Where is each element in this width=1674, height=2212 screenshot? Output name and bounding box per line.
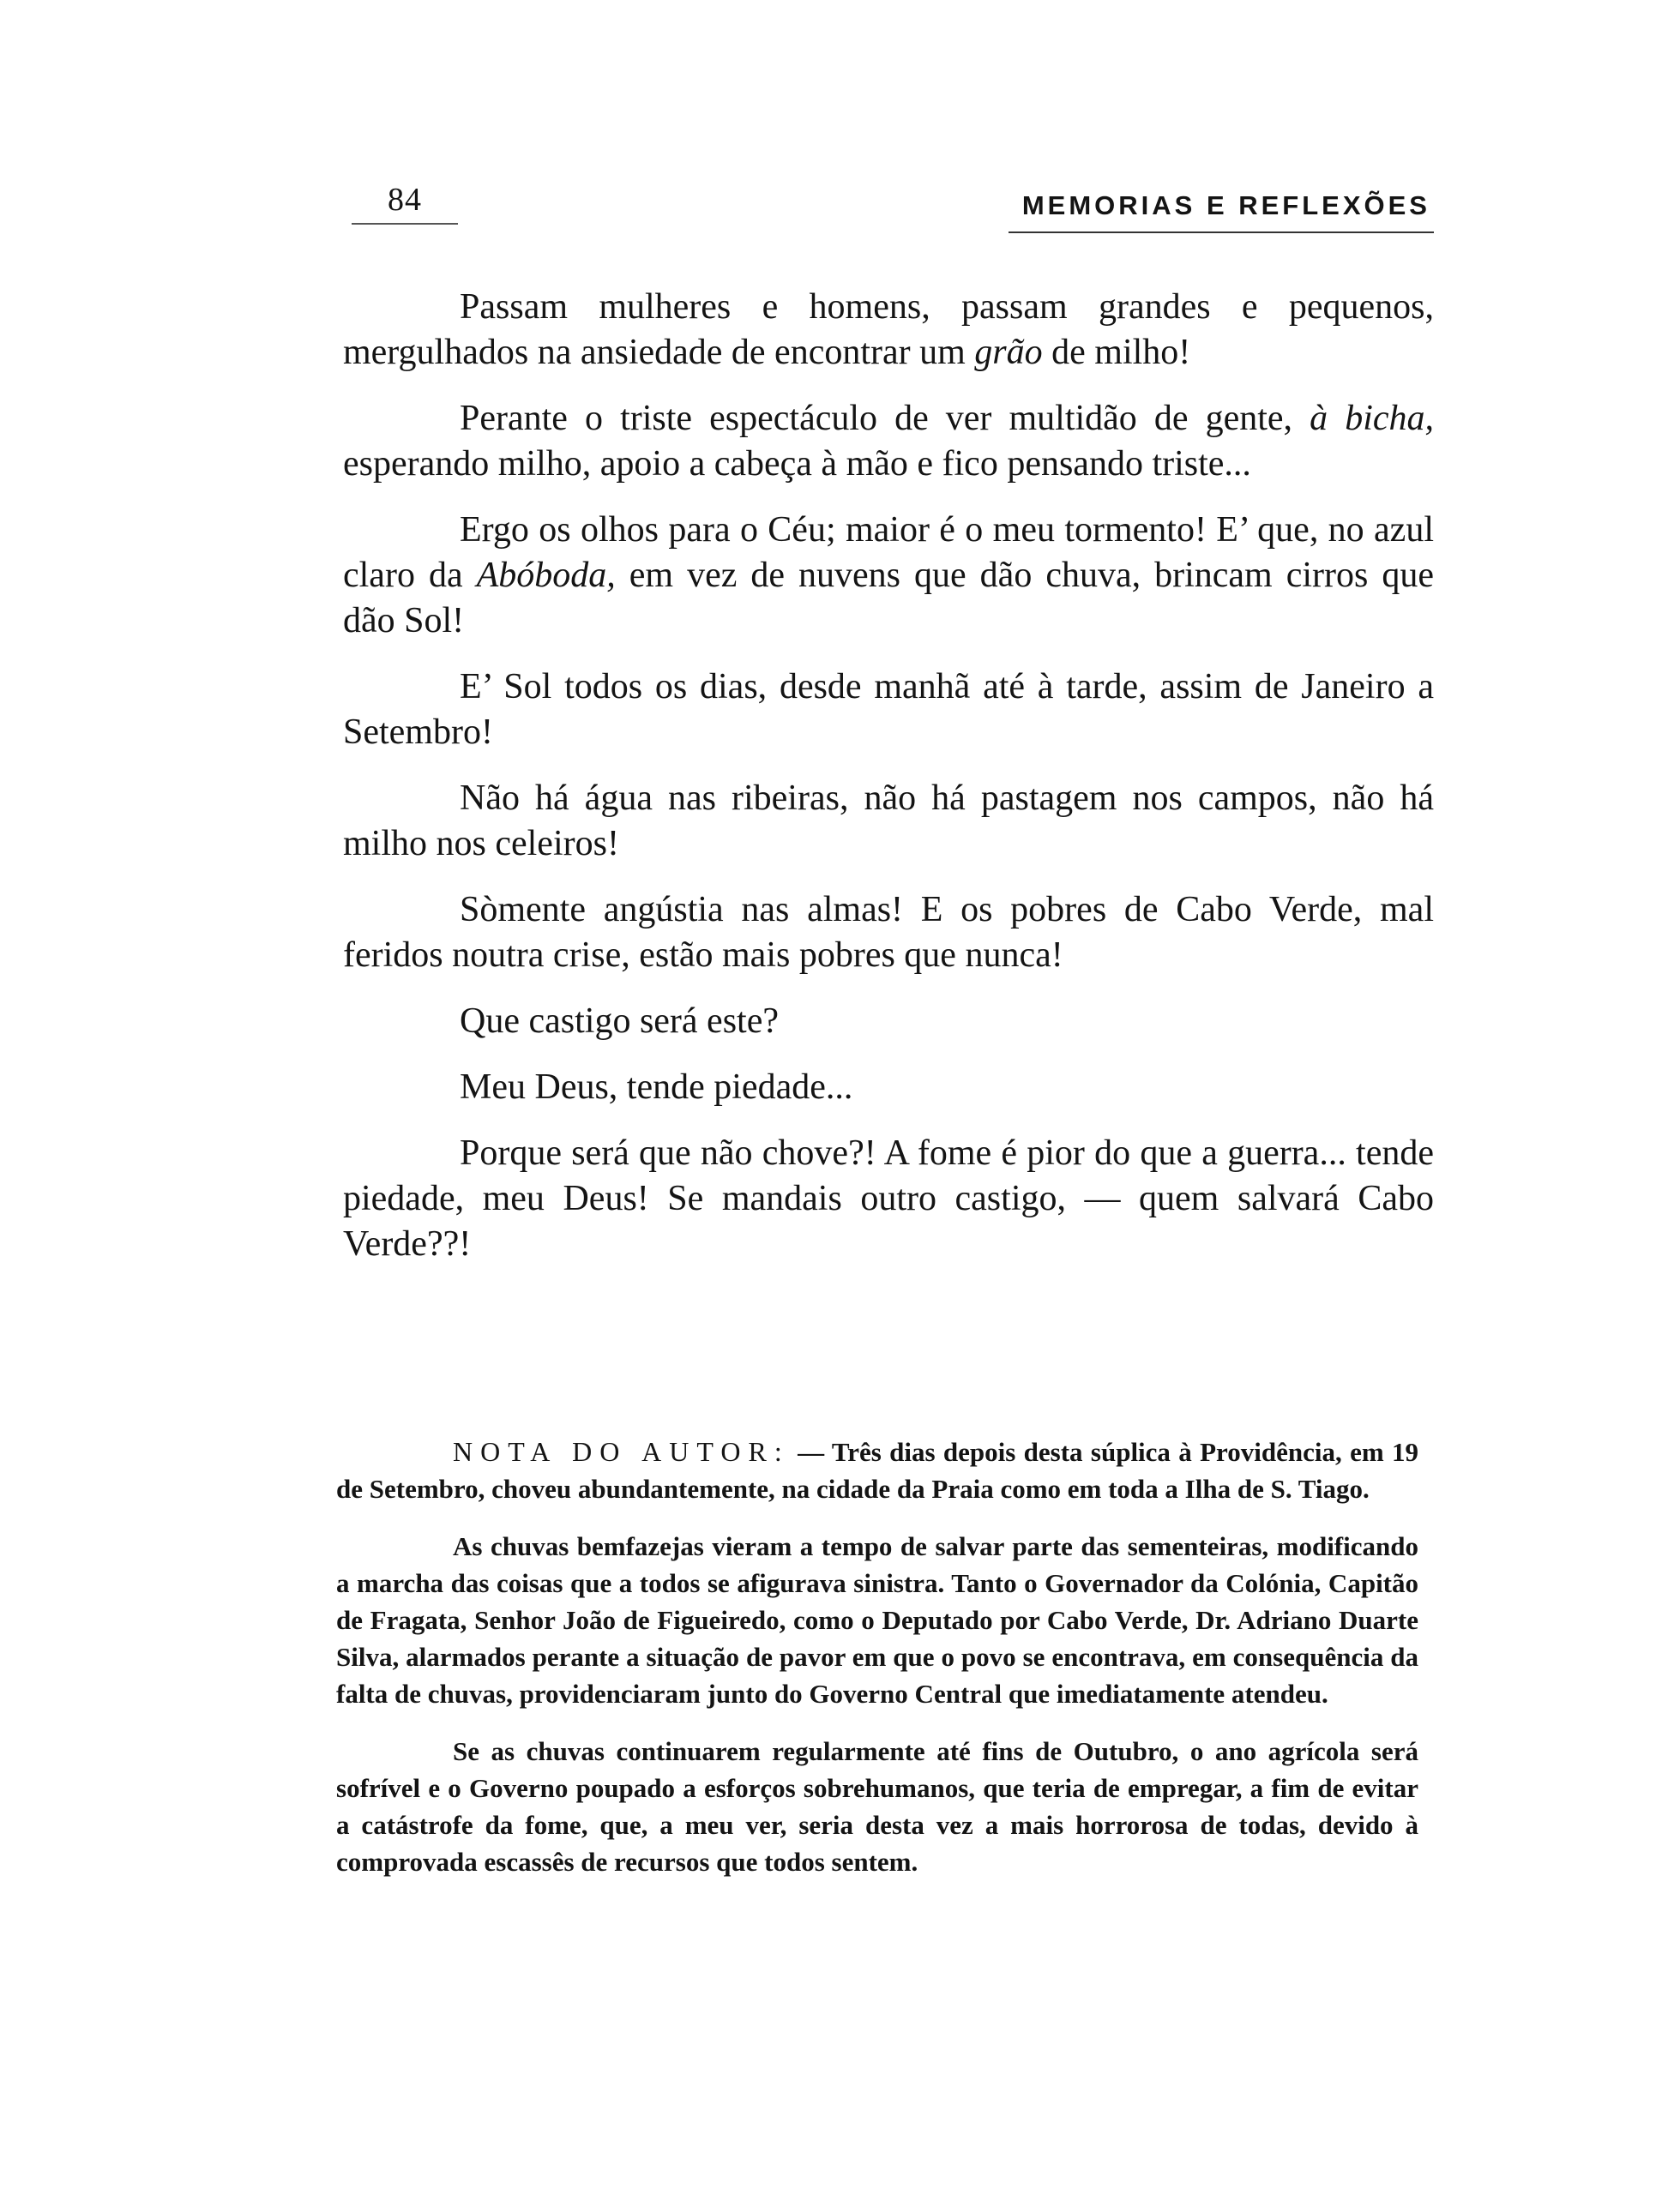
paragraph <box>343 508 1434 644</box>
paragraph <box>343 285 1434 376</box>
note-paragraph: Se as chuvas continuarem regularmente até fins de Outubro, o ano agrícola será sofrível e o Governo poupado a esforços sobrehumanos, que teria de empregar, a fim de evitar a catástrofe da fome, que, a meu ver, seria desta vez a mais horrorosa de todas, devido à comprovada escassês de recursos que todos sentem. <box>336 1736 1418 1877</box>
paragraph: Não há água nas ribeiras, não há pastagem nos campos, não há milho nos celeiros! <box>343 778 1434 863</box>
text-run: Perante o triste espectáculo de ver multidão de gente, <box>460 399 1293 438</box>
text-run: em vez de nuvens que dão chuva, brincam cirros que dão Sol! <box>343 556 1435 640</box>
page-number-underline <box>352 223 458 225</box>
paragraph: E’ Sol todos os dias, desde manhã até à tarde, assim de Janeiro a Setembro! <box>343 667 1434 752</box>
text-run: Ergo os olhos para o Céu; maior é o meu tormento! E’ que, no azul claro da <box>343 510 1434 595</box>
text-run: de milho! <box>1051 333 1191 372</box>
page-header <box>0 180 1674 240</box>
note-paragraph <box>336 1434 1418 1507</box>
text-run: esperando milho, apoio a cabeça à mão e fico pensando triste... <box>343 444 1251 484</box>
paragraph: Que castigo será este? <box>460 1001 779 1041</box>
note-paragraph: As chuvas bemfazejas vieram a tempo de salvar parte das sementeiras, modificando a marcha das coisas que a todos se afigurava sinistra. Tanto o Governador da Colónia, Capitão de Fragata, Senhor João de Figueiredo, como o Deputado por Cabo Verde, Dr. Adriano Duarte Silva, alarmados perante a situação de pavor em que o povo se encontrava, em consequência da falta de chuvas, providenciaram junto do Governo Central que imediatamente atendeu. <box>336 1531 1418 1709</box>
running-title: MEMORIAS E REFLEXÕES <box>1021 190 1430 220</box>
paragraph: Porque será que não chove?! A fome é pior do que a guerra... tende piedade, meu Deus! Se mandais outro castigo, — quem salvará Cabo Verde??! <box>343 1133 1434 1264</box>
italic-term: grão <box>974 333 1043 372</box>
note-label: NOTA DO AUTOR: <box>453 1436 790 1467</box>
text-run: Passam mulheres e homens, passam grandes e pequenos, mergulhados na ansiedade de encontrar um <box>343 287 1434 372</box>
text-run: — Três dias depois desta súplica à Providência, em 19 de Setembro, choveu abundantemente, na cidade da Praia como em toda a Ilha de S. Tiago. <box>336 1437 1418 1504</box>
running-title-underline <box>1009 231 1434 233</box>
italic-term: à bicha, <box>1310 399 1435 438</box>
paragraph <box>343 396 1434 487</box>
paragraph: Meu Deus, tende piedade... <box>460 1067 853 1107</box>
author-note <box>336 1434 1418 1901</box>
page-number: 84 <box>388 182 422 218</box>
italic-term: Abóboda, <box>476 556 616 595</box>
paragraph: Sòmente angústia nas almas! E os pobres de Cabo Verde, mal feridos noutra crise, estão mais pobres que nunca! <box>343 890 1434 975</box>
main-text <box>343 285 1434 1288</box>
